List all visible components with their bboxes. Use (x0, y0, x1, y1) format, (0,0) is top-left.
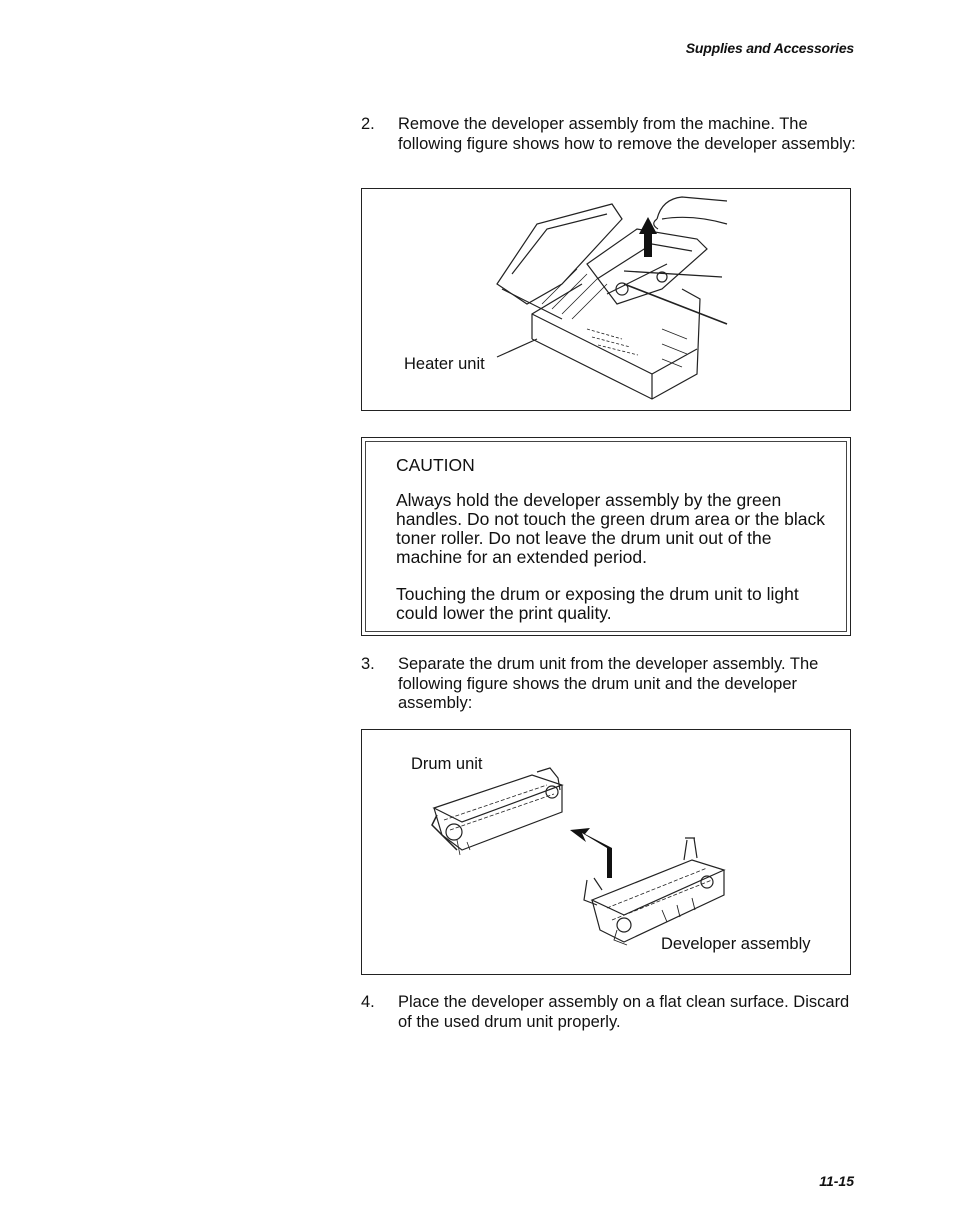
step-text: Remove the developer assembly from the machine. The following figure shows how to remove the developer assembly: (398, 115, 856, 153)
step-number: 2. (361, 115, 375, 133)
figure-remove-developer (361, 188, 851, 411)
heater-unit-label: Heater unit (404, 355, 485, 373)
drum-unit-label: Drum unit (411, 755, 483, 773)
caution-title: CAUTION (396, 455, 475, 475)
page-number: 11-15 (819, 1173, 854, 1189)
caution-paragraph-2: Touching the drum or exposing the drum unit to light could lower the print quality. (396, 584, 799, 623)
step-number: 4. (361, 993, 375, 1011)
printer-illustration (362, 189, 852, 412)
developer-assembly-label: Developer assembly (661, 935, 811, 953)
figure-drum-developer (361, 729, 851, 975)
caution-box (361, 437, 851, 636)
step-text: Place the developer assembly on a flat clean surface. Discard of the used drum unit properly. (398, 993, 850, 1031)
step-number: 3. (361, 655, 375, 673)
step-text: Separate the drum unit from the developer assembly. The following figure shows the drum unit and the developer assembly: (398, 655, 819, 712)
running-header: Supplies and Accessories (685, 40, 854, 56)
caution-paragraph-1: Always hold the developer assembly by the green handles. Do not touch the green drum area or the black toner roller. Do not leave the drum unit out of the machine for an extended period. (396, 490, 826, 567)
